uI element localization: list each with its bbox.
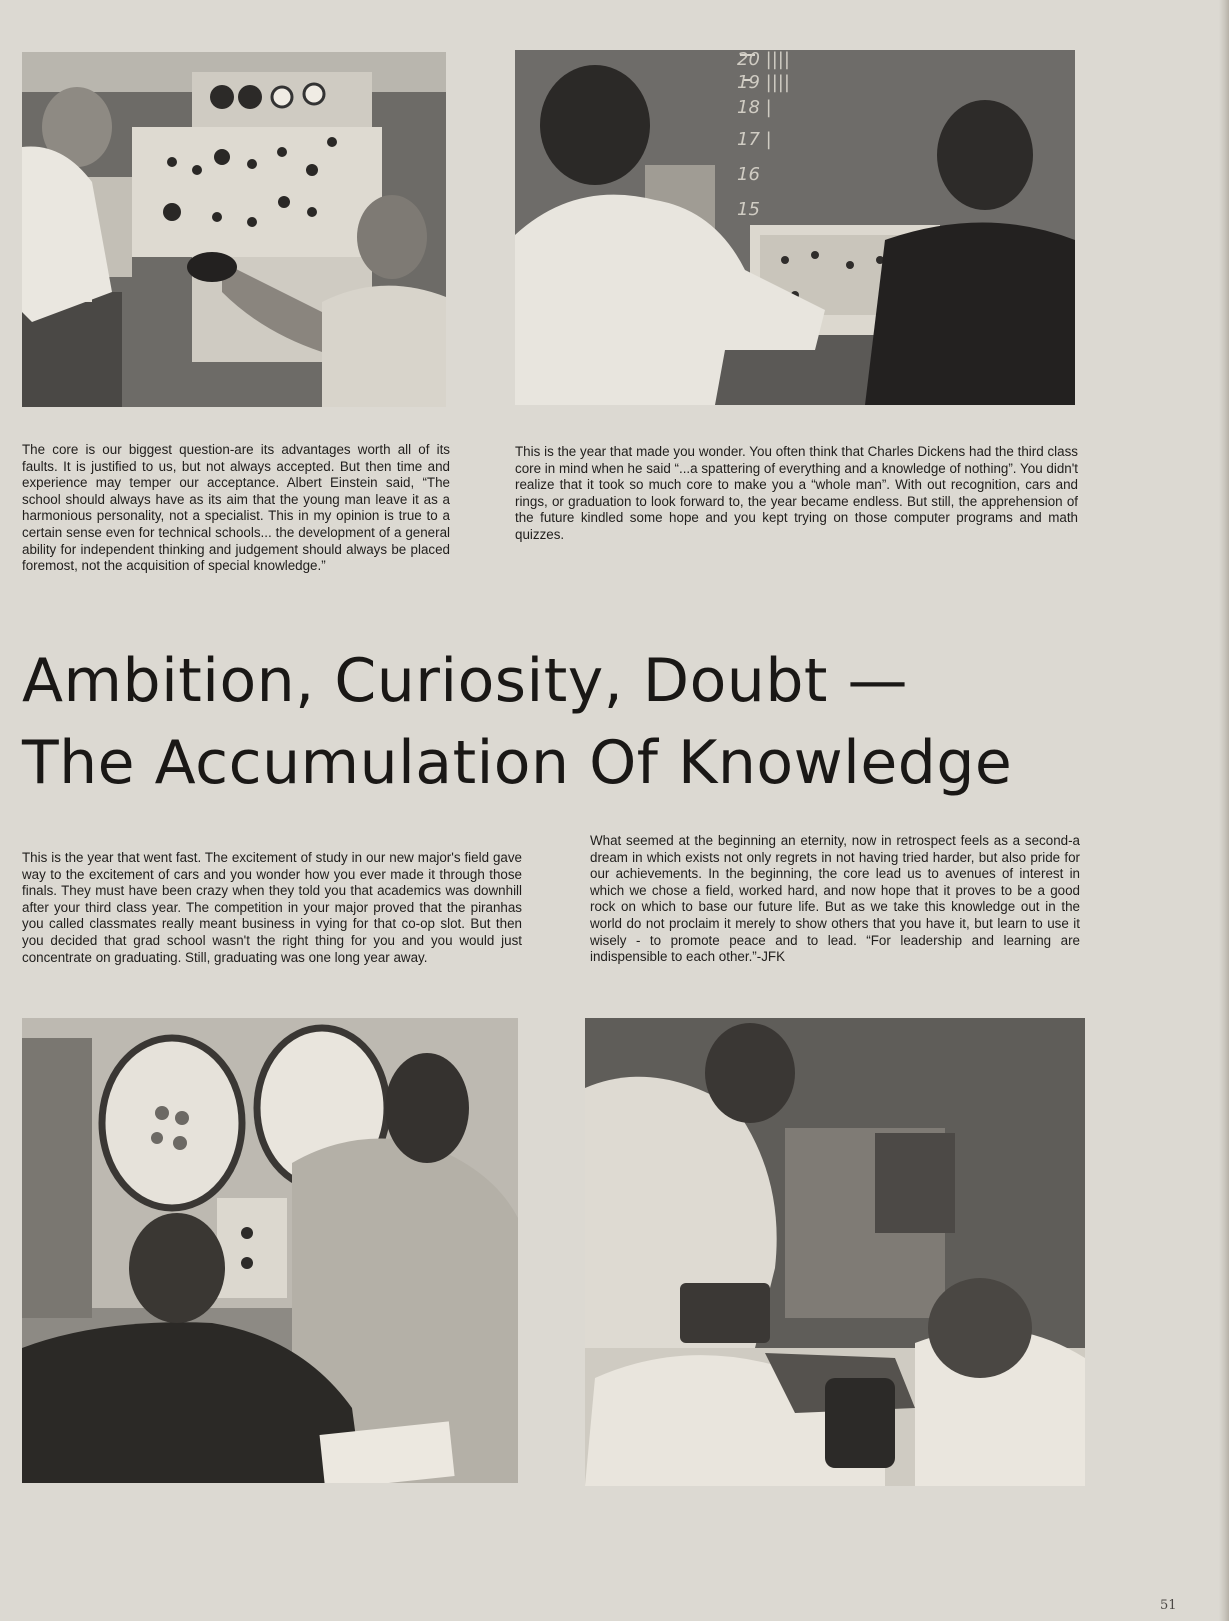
photo-console-instruction xyxy=(22,52,446,407)
chalkboard-photo-graphic xyxy=(515,50,1075,405)
chalkboard-tally-17: 17 | xyxy=(737,129,772,150)
paragraph-year-wonder: This is the year that made you wonder. You often think that Charles Dickens had the third class core in mind when he said “...a spattering of everything and a knowledge of nothing”. You didn't realize that it took so much core to make you a “whole man”. With out recognition, cars and rings, or graduation to look forward to, the year became endless. But still, the apprehension of the future kindled some hope and you kept trying on those computer programs and math quizzes. xyxy=(515,444,1078,542)
paragraph-year-went-fast: This is the year that went fast. The excitement of study in our new major's field gave way to the excitement of cars and you wonder how you ever made it through those finals. They must have been crazy when they told you that academics was downhill after your third class year. The competition in your major proved that the piranhas you called classmates really meant business in vying for that co-op slot. But then you decided that grad school wasn't the right thing for you and you would just concentrate on graduating. Still, graduating was one long year away. xyxy=(22,850,522,965)
paragraph-retrospect: What seemed at the beginning an eternity, now in retrospect feels as a second-a dream in which exists not only regrets in not having tried harder, but also pride for our achievements. In the beginning, the core lead us to avenues of interest in which we chose a field, worked hard, and now hope that it proves to be a good rock on which to base our future life. But as we take this knowledge out in the world do not proclaim it merely to show others that you have it, but learn to use it wisely - to promote peace and to lead. “For leadership and learning are indispensible to each other.”-JFK xyxy=(590,833,1080,965)
page-edge xyxy=(1219,0,1229,1621)
headline xyxy=(22,640,1202,804)
console-photo-graphic xyxy=(22,52,446,407)
study-photo-graphic xyxy=(22,1018,518,1483)
headline-line-1: Ambition, Curiosity, Doubt — xyxy=(22,646,909,716)
chalkboard-tally-19: 19 |||| xyxy=(737,72,790,93)
photo-study-discussion xyxy=(22,1018,518,1483)
headline-line-2: The Accumulation Of Knowledge xyxy=(22,728,1013,798)
engine-photo-graphic xyxy=(585,1018,1085,1486)
photo-chalkboard-computer xyxy=(515,50,1075,405)
photo-engine-work xyxy=(585,1018,1085,1486)
chalkboard-tally-20: 20 |||| xyxy=(737,50,790,70)
chalkboard-tally-16: 16 xyxy=(737,164,760,185)
page-number: 51 xyxy=(1160,1598,1177,1613)
paragraph-core-question: The core is our biggest question-are its advantages worth all of its faults. It is justified to us, but not always accepted. But then time and experience may temper our acceptance. Albert Einstein said, “The school should always have as its aim that the young man leave it as a harmonious personality, not a specialist. This in my opinion is true to a certain sense even for technical schools... the development of a general ability for independent thinking and judgement should always be placed foremost, not the acquisition of special knowledge.” xyxy=(22,442,450,574)
chalkboard-tally-18: 18 | xyxy=(737,97,772,118)
chalkboard-tally-15: 15 xyxy=(737,199,760,220)
